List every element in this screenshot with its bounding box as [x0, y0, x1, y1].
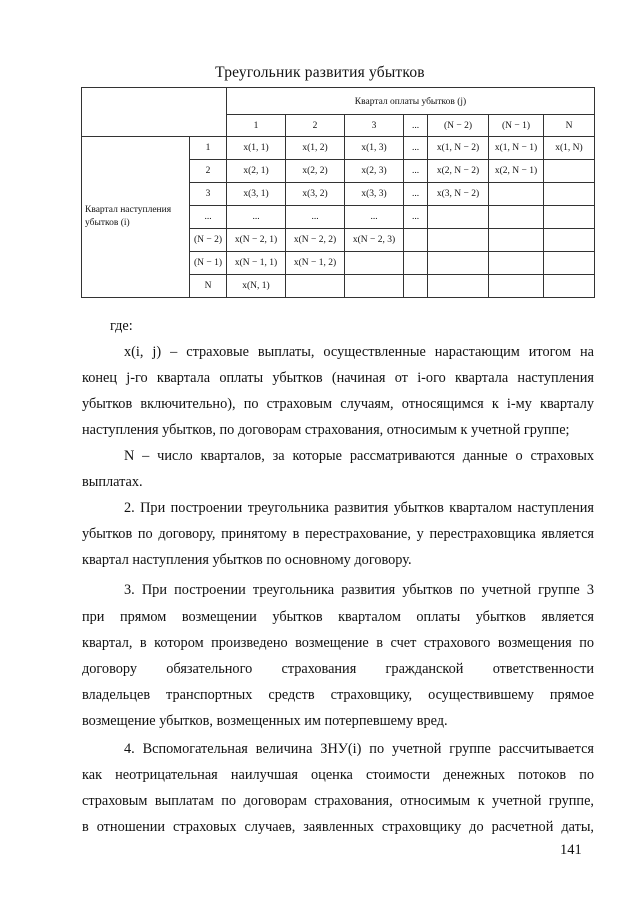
- row-label: 3: [190, 183, 227, 206]
- table-cell: x(1, 2): [286, 137, 345, 160]
- row-label: ...: [190, 206, 227, 229]
- definition-line: x(i, j) – страховые выплаты, осуществленные нарастающим итогом на: [124, 344, 594, 360]
- table-cell: [428, 252, 489, 275]
- table-cell: [489, 229, 544, 252]
- col-label: N: [544, 115, 595, 137]
- paragraph-line: 2. При построении треугольника развития убытков кварталом наступления: [124, 500, 594, 516]
- paragraph-line: страховым выплатам по договорам страхования, относимым к учетной группе,: [82, 793, 594, 809]
- paragraph-line: квартал, в котором произведено возмещение в счет страхового возмещения по: [82, 635, 594, 651]
- paragraph-line: квартал наступления убытков по основному договору.: [82, 552, 412, 568]
- definition-line: N – число кварталов, за которые рассматриваются данные о страховых: [124, 448, 594, 464]
- col-label: ...: [404, 115, 428, 137]
- table-cell: x(2, 1): [227, 160, 286, 183]
- table-cell: x(1, 1): [227, 137, 286, 160]
- row-label: 2: [190, 160, 227, 183]
- table-cell: ...: [227, 206, 286, 229]
- col-label: 3: [345, 115, 404, 137]
- table-cell: [544, 229, 595, 252]
- table-cell: ...: [404, 206, 428, 229]
- loss-triangle-table: [81, 87, 595, 298]
- table-corner-cell: [82, 88, 227, 137]
- definition-line: наступления убытков, по договорам страхования, относимым к учетной группе;: [82, 422, 570, 438]
- table-cell: ...: [345, 206, 404, 229]
- table-cell: ...: [404, 160, 428, 183]
- table-cell: x(N − 2, 1): [227, 229, 286, 252]
- table-cell: [544, 160, 595, 183]
- definition-line: убытков включительно), по страховым случаям, относящимся к i-му кварталу: [82, 396, 594, 412]
- table-cell: [404, 252, 428, 275]
- table-cell: ...: [404, 183, 428, 206]
- table-cell: x(2, 3): [345, 160, 404, 183]
- paragraph-line: договору обязательного страхования гражданской ответственности: [82, 661, 594, 677]
- table-cell: x(2, N − 2): [428, 160, 489, 183]
- paragraph-line: как неотрицательная наилучшая оценка стоимости денежных потоков по: [82, 767, 594, 783]
- definition-line: выплатах.: [82, 474, 143, 490]
- table-cell: x(3, 3): [345, 183, 404, 206]
- definition-line: конец j-го квартала оплаты убытков (начиная от i-ого квартала наступления: [82, 370, 594, 386]
- row-label: (N − 1): [190, 252, 227, 275]
- table-cell: [489, 206, 544, 229]
- table-cell: x(2, N − 1): [489, 160, 544, 183]
- paragraph-line: в отношении страховых случаев, заявленных страховщику до расчетной даты,: [82, 819, 594, 835]
- table-cell: x(N, 1): [227, 275, 286, 298]
- table-cell: x(3, 1): [227, 183, 286, 206]
- table-cell: ...: [404, 137, 428, 160]
- paragraph-line: возмещение убытков, возмещенных им потерпевшему вред.: [82, 713, 448, 729]
- table-cell: x(N − 2, 2): [286, 229, 345, 252]
- table-cell: [345, 252, 404, 275]
- row-label: (N − 2): [190, 229, 227, 252]
- occurrence-quarter-header: Квартал наступления убытков (i): [82, 137, 190, 298]
- col-label: (N − 2): [428, 115, 489, 137]
- where-label: где:: [110, 318, 133, 334]
- table-cell: x(N − 1, 1): [227, 252, 286, 275]
- table-cell: x(N − 2, 3): [345, 229, 404, 252]
- table-cell: [544, 206, 595, 229]
- payment-quarter-header: Квартал оплаты убытков (j): [227, 88, 595, 115]
- table-cell: [489, 275, 544, 298]
- table-cell: [544, 183, 595, 206]
- row-label: 1: [190, 137, 227, 160]
- table-cell: [404, 275, 428, 298]
- paragraph-line: владельцев транспортных средств страховщику, осуществившему прямое: [82, 687, 594, 703]
- table-cell: x(1, 3): [345, 137, 404, 160]
- table-cell: [489, 183, 544, 206]
- paragraph-line: убытков по договору, принятому в перестрахование, у перестраховщика является: [82, 526, 594, 542]
- table-cell: ...: [286, 206, 345, 229]
- table-cell: [428, 206, 489, 229]
- table-cell: [428, 275, 489, 298]
- paragraph-line: 3. При построении треугольника развития убытков по учетной группе 3: [124, 582, 594, 598]
- table-cell: [544, 252, 595, 275]
- col-label: (N − 1): [489, 115, 544, 137]
- paragraph-line: 4. Вспомогательная величина ЗНУ(i) по учетной группе рассчитывается: [124, 741, 594, 757]
- table-cell: x(3, 2): [286, 183, 345, 206]
- table-cell: [489, 252, 544, 275]
- table-cell: [404, 229, 428, 252]
- table-cell: x(1, N − 2): [428, 137, 489, 160]
- col-label: 1: [227, 115, 286, 137]
- table-cell: x(3, N − 2): [428, 183, 489, 206]
- table-cell: x(2, 2): [286, 160, 345, 183]
- table-cell: [286, 275, 345, 298]
- table-cell: x(1, N − 1): [489, 137, 544, 160]
- table-cell: [345, 275, 404, 298]
- page-number: 141: [560, 842, 582, 858]
- table-cell: x(1, N): [544, 137, 595, 160]
- table-cell: x(N − 1, 2): [286, 252, 345, 275]
- col-label: 2: [286, 115, 345, 137]
- table-title: Треугольник развития убытков: [215, 64, 425, 81]
- paragraph-line: при прямом возмещении убытков кварталом оплаты убытков является: [82, 609, 594, 625]
- row-label: N: [190, 275, 227, 298]
- table-cell: [428, 229, 489, 252]
- table-cell: [544, 275, 595, 298]
